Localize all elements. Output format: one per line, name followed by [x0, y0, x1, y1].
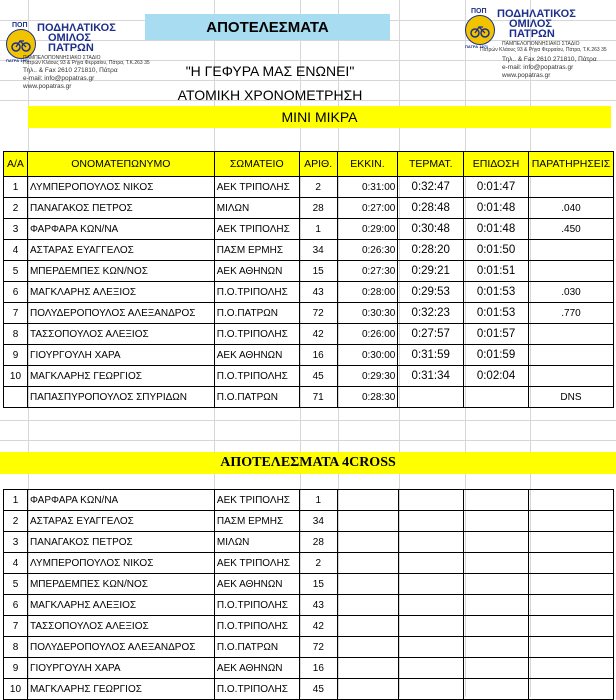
table-cell: 3 — [4, 532, 28, 553]
address-line2: Πατρών Κλάους 93 & Ρήγα Φερραίου, Πάτρα, Τ.Κ.263 35 — [23, 60, 150, 66]
table-cell: ΑΕΚ ΑΘΗΝΩΝ — [214, 658, 299, 679]
cross-table — [3, 489, 614, 700]
address-line1: ΠΑΜΠΕΛΟΠΟΝΝΗΣΙΑΚΟ ΣΤΑΔΙΟ — [502, 41, 580, 47]
club-name-line3: ΠΑΤΡΩΝ — [48, 42, 94, 54]
table-cell: 0:01:50 — [464, 240, 529, 261]
table-cell: 1 — [299, 490, 337, 511]
table-cell: 0:01:51 — [464, 261, 529, 282]
table-row — [4, 345, 614, 366]
table-cell: Π.Ο.ΤΡΙΠΟΛΗΣ — [214, 282, 299, 303]
table-cell — [529, 658, 614, 679]
table-cell: ΜΑΓΚΛΑΡΗΣ ΑΛΕΞΙΟΣ — [27, 595, 214, 616]
table-row — [4, 282, 614, 303]
address-line2: Πατρών Κλάους 93 & Ρήγα Φερραίου, Πάτρα, Τ.Κ.263 35 — [480, 47, 607, 53]
table-cell — [398, 490, 464, 511]
table-row — [4, 324, 614, 345]
table-cell: ΠΑΝΑΓΑΚΟΣ ΠΕΤΡΟΣ — [27, 532, 214, 553]
table-cell: ΦΑΡΦΑΡΑ ΚΩΝ/ΝΑ — [27, 219, 214, 240]
table-cell — [464, 553, 529, 574]
table-row — [4, 261, 614, 282]
table-cell: 16 — [299, 658, 337, 679]
event-title: "Η ΓΕΦΥΡΑ ΜΑΣ ΕΝΩΝΕΙ" — [185, 63, 355, 79]
table-cell: Π.Ο.ΠΑΤΡΩΝ — [214, 387, 299, 408]
table-cell: ΑΕΚ ΑΘΗΝΩΝ — [214, 574, 299, 595]
table-cell: 34 — [299, 511, 337, 532]
table-cell: 0:01:53 — [464, 282, 529, 303]
contact-phone: Τηλ.. & Fax 2610 271810, Πάτρα — [23, 67, 118, 74]
table-cell — [337, 637, 398, 658]
table-cell: 9 — [4, 345, 28, 366]
column-header: ΤΕΡΜΑΤ. — [398, 152, 464, 177]
table-cell: 6 — [4, 282, 28, 303]
table-cell: .450 — [528, 219, 613, 240]
table-cell — [528, 261, 613, 282]
club-name-line1: ΠΟΔΗΛΑΤΙΚΟΣ — [497, 8, 576, 20]
table-cell — [464, 387, 529, 408]
table-cell — [464, 679, 529, 700]
table-cell: 0:30:00 — [337, 345, 398, 366]
table-cell — [528, 324, 613, 345]
table-cell: 0:26:00 — [337, 324, 398, 345]
table-cell: 8 — [4, 637, 28, 658]
column-header: ΟΝΟΜΑΤΕΠΩΝΥΜΟ — [27, 152, 214, 177]
table-cell: 15 — [299, 261, 337, 282]
table-cell: ΑΕΚ ΤΡΙΠΟΛΗΣ — [214, 490, 299, 511]
table-cell: 8 — [4, 324, 28, 345]
table-row — [4, 532, 614, 553]
table-row — [4, 198, 614, 219]
table-cell: ΜΑΓΚΛΑΡΗΣ ΓΕΩΡΓΙΟΣ — [27, 366, 214, 387]
table-cell: ΠΟΛΥΔΕΡΟΠΟΥΛΟΣ ΑΛΕΞΑΝΔΡΟΣ — [27, 303, 214, 324]
table-cell — [4, 387, 28, 408]
table-cell — [398, 532, 464, 553]
table-cell — [529, 616, 614, 637]
address-line1: ΠΑΜΠΕΛΟΠΟΝΝΗΣΙΑΚΟ ΣΤΑΔΙΟ — [23, 55, 101, 61]
table-cell — [337, 679, 398, 700]
table-cell: ΜΠΕΡΔΕΜΠΕΣ ΚΩΝ/ΝΟΣ — [27, 261, 214, 282]
table-cell — [398, 595, 464, 616]
table-cell — [337, 532, 398, 553]
table-header-row — [4, 152, 614, 177]
table-cell — [337, 658, 398, 679]
table-cell: 4 — [4, 553, 28, 574]
table-cell: 2 — [299, 177, 337, 198]
table-cell: 0:30:30 — [337, 303, 398, 324]
column-header: Α/Α — [4, 152, 28, 177]
table-cell — [529, 595, 614, 616]
table-cell: 45 — [299, 366, 337, 387]
table-cell — [398, 511, 464, 532]
table-cell — [529, 679, 614, 700]
bicycle-logo-icon — [465, 15, 495, 45]
table-cell — [528, 240, 613, 261]
table-cell: 0:01:47 — [464, 177, 529, 198]
table-cell: Π.Ο.ΤΡΙΠΟΛΗΣ — [214, 324, 299, 345]
table-cell: 42 — [299, 324, 337, 345]
table-row — [4, 658, 614, 679]
logo-bottom-text: ΠΑΤΡΑ 1971 — [465, 44, 489, 49]
table-cell: ΓΙΟΥΡΓΟΥΛΗ ΧΑΡΑ — [27, 658, 214, 679]
table-cell: 43 — [299, 595, 337, 616]
table-cell: ΑΕΚ ΤΡΙΠΟΛΗΣ — [214, 219, 299, 240]
table-cell: 0:01:57 — [464, 324, 529, 345]
table-cell: 5 — [4, 261, 28, 282]
table-cell: ΠΑΣΜ ΕΡΜΗΣ — [214, 240, 299, 261]
table-cell: 2 — [4, 511, 28, 532]
table-cell: 0:29:21 — [398, 261, 464, 282]
table-cell: 0:30:48 — [398, 219, 464, 240]
table-cell: 0:31:00 — [337, 177, 398, 198]
table-cell — [464, 616, 529, 637]
table-cell: 6 — [4, 595, 28, 616]
table-cell: 1 — [4, 490, 28, 511]
table-cell: 0:29:53 — [398, 282, 464, 303]
table-cell — [337, 595, 398, 616]
table-cell: 0:26:30 — [337, 240, 398, 261]
table-row — [4, 177, 614, 198]
table-cell: 7 — [4, 616, 28, 637]
table-cell: ΜΠΕΡΔΕΜΠΕΣ ΚΩΝ/ΝΟΣ — [27, 574, 214, 595]
table-cell: 71 — [299, 387, 337, 408]
table-cell: Π.Ο.ΤΡΙΠΟΛΗΣ — [214, 366, 299, 387]
table-cell: 0:32:47 — [398, 177, 464, 198]
table-cell: 28 — [299, 198, 337, 219]
table-cell — [398, 658, 464, 679]
table-cell — [337, 574, 398, 595]
table-cell — [464, 490, 529, 511]
table-cell: Π.Ο.ΠΑΤΡΩΝ — [214, 637, 299, 658]
table-row — [4, 511, 614, 532]
table-cell: 0:28:48 — [398, 198, 464, 219]
contact-email: e-mail: info@popatras.gr — [23, 75, 95, 82]
table-row — [4, 616, 614, 637]
table-cell — [528, 177, 613, 198]
results-table — [3, 151, 614, 408]
table-cell — [529, 637, 614, 658]
table-cell: 1 — [299, 219, 337, 240]
table-cell: 0:28:30 — [337, 387, 398, 408]
table-cell: ΜΑΓΚΛΑΡΗΣ ΓΕΩΡΓΙΟΣ — [27, 679, 214, 700]
table-cell: ΠΟΛΥΔΕΡΟΠΟΥΛΟΣ ΑΛΕΞΑΝΔΡΟΣ — [27, 637, 214, 658]
table-row — [4, 387, 614, 408]
table-cell: 43 — [299, 282, 337, 303]
table-cell: 1 — [4, 177, 28, 198]
club-name-line2: ΟΜΙΛΟΣ — [509, 18, 552, 30]
contact-email: e-mail: info@popatras.gr — [502, 64, 574, 71]
column-header: ΑΡΙΘ. — [299, 152, 337, 177]
table-cell — [398, 553, 464, 574]
table-row — [4, 595, 614, 616]
table-cell: 10 — [4, 366, 28, 387]
table-cell: 0:02:04 — [464, 366, 529, 387]
table-cell: 0:32:23 — [398, 303, 464, 324]
table-cell — [398, 387, 464, 408]
table-cell — [529, 532, 614, 553]
table-cell: 0:28:00 — [337, 282, 398, 303]
table-row — [4, 240, 614, 261]
table-cell: 72 — [299, 303, 337, 324]
table-row — [4, 366, 614, 387]
event-type: ΑΤΟΜΙΚΗ ΧΡΟΝΟΜΕΤΡΗΣΗ — [177, 87, 363, 103]
table-cell — [337, 511, 398, 532]
category-banner: ΜΙΝΙ ΜΙΚΡΑ — [28, 106, 611, 128]
table-cell: 0:27:57 — [398, 324, 464, 345]
table-cell — [528, 366, 613, 387]
table-cell: .770 — [528, 303, 613, 324]
table-cell: ΑΕΚ ΑΘΗΝΩΝ — [214, 345, 299, 366]
cross-banner: ΑΠΟΤΕΛΕΣΜΑΤΑ 4CROSS — [0, 452, 616, 474]
table-cell: 0:01:48 — [464, 219, 529, 240]
table-cell: ΛΥΜΠΕΡΟΠΟΥΛΟΣ ΝΙΚΟΣ — [27, 177, 214, 198]
table-cell: ΦΑΡΦΑΡΑ ΚΩΝ/ΝΑ — [27, 490, 214, 511]
table-cell — [398, 637, 464, 658]
table-cell: 0:01:48 — [464, 198, 529, 219]
column-header: ΠΑΡΑΤΗΡΗΣΕΙΣ — [528, 152, 613, 177]
table-cell: ΤΑΣΣΟΠΟΥΛΟΣ ΑΛΕΞΙΟΣ — [27, 324, 214, 345]
table-cell: 0:01:53 — [464, 303, 529, 324]
table-cell — [529, 553, 614, 574]
table-cell: DNS — [528, 387, 613, 408]
table-cell: ΑΣΤΑΡΑΣ ΕΥΑΓΓΕΛΟΣ — [27, 240, 214, 261]
table-cell: 34 — [299, 240, 337, 261]
table-cell — [464, 532, 529, 553]
table-cell: ΑΕΚ ΤΡΙΠΟΛΗΣ — [214, 177, 299, 198]
table-cell: 15 — [299, 574, 337, 595]
table-row — [4, 637, 614, 658]
table-cell: 72 — [299, 637, 337, 658]
table-cell: ΜΑΓΚΛΑΡΗΣ ΑΛΕΞΙΟΣ — [27, 282, 214, 303]
club-name-line2: ΟΜΙΛΟΣ — [48, 32, 91, 44]
table-cell: ΠΑΠΑΣΠΥΡΟΠΟΥΛΟΣ ΣΠΥΡΙΔΩΝ — [27, 387, 214, 408]
table-cell — [398, 616, 464, 637]
column-header: ΕΠΙΔΟΣΗ — [464, 152, 529, 177]
contact-phone: Τηλ.. & Fax 2610 271810, Πάτρα — [502, 56, 597, 63]
table-cell: 5 — [4, 574, 28, 595]
table-cell: ΠΑΝΑΓΑΚΟΣ ΠΕΤΡΟΣ — [27, 198, 214, 219]
table-cell — [398, 679, 464, 700]
table-cell: 10 — [4, 679, 28, 700]
results-banner: ΑΠΟΤΕΛΕΣΜΑΤΑ — [145, 14, 390, 40]
column-header: ΣΩΜΑΤΕΙΟ — [214, 152, 299, 177]
club-name-line3: ΠΑΤΡΩΝ — [509, 28, 555, 40]
table-cell: 0:28:20 — [398, 240, 464, 261]
table-cell: ΠΑΣΜ ΕΡΜΗΣ — [214, 511, 299, 532]
table-cell: 42 — [299, 616, 337, 637]
table-cell — [529, 574, 614, 595]
table-cell: ΓΙΟΥΡΓΟΥΛΗ ΧΑΡΑ — [27, 345, 214, 366]
table-cell: ΑΕΚ ΑΘΗΝΩΝ — [214, 261, 299, 282]
table-cell: 3 — [4, 219, 28, 240]
table-cell: 28 — [299, 532, 337, 553]
table-cell: ΑΣΤΑΡΑΣ ΕΥΑΓΓΕΛΟΣ — [27, 511, 214, 532]
table-row — [4, 219, 614, 240]
contact-web: www.popatras.gr — [23, 83, 72, 90]
club-name-line1: ΠΟΔΗΛΑΤΙΚΟΣ — [37, 22, 116, 34]
table-row — [4, 553, 614, 574]
table-cell — [464, 574, 529, 595]
table-cell — [337, 616, 398, 637]
table-cell — [529, 490, 614, 511]
logo-top-text: ΠΟΠ — [471, 8, 487, 15]
table-cell: 2 — [4, 198, 28, 219]
table-row — [4, 574, 614, 595]
table-row — [4, 679, 614, 700]
table-cell: 16 — [299, 345, 337, 366]
table-cell: 7 — [4, 303, 28, 324]
table-cell: 0:31:59 — [398, 345, 464, 366]
table-cell — [337, 553, 398, 574]
table-cell: 9 — [4, 658, 28, 679]
table-cell: ΑΕΚ ΤΡΙΠΟΛΗΣ — [214, 553, 299, 574]
table-cell — [464, 637, 529, 658]
table-cell: ΜΙΛΩΝ — [214, 532, 299, 553]
table-cell: Π.Ο.ΤΡΙΠΟΛΗΣ — [214, 595, 299, 616]
table-cell — [464, 511, 529, 532]
table-cell: 0:27:00 — [337, 198, 398, 219]
table-row — [4, 490, 614, 511]
table-row — [4, 303, 614, 324]
column-header: ΕΚΚΙΝ. — [337, 152, 398, 177]
table-cell: 45 — [299, 679, 337, 700]
table-cell: 0:01:59 — [464, 345, 529, 366]
table-cell: .030 — [528, 282, 613, 303]
table-cell: Π.Ο.ΤΡΙΠΟΛΗΣ — [214, 679, 299, 700]
logo-top-text: ΠΟΠ — [12, 22, 28, 29]
logo-bottom-text: ΠΑΤΡΑ 1971 — [6, 58, 30, 63]
table-cell — [464, 595, 529, 616]
table-cell — [529, 511, 614, 532]
table-cell: ΛΥΜΠΕΡΟΠΟΥΛΟΣ ΝΙΚΟΣ — [27, 553, 214, 574]
table-cell — [398, 574, 464, 595]
table-cell: ΤΑΣΣΟΠΟΥΛΟΣ ΑΛΕΞΙΟΣ — [27, 616, 214, 637]
table-cell: Π.Ο.ΠΑΤΡΩΝ — [214, 303, 299, 324]
table-cell — [337, 490, 398, 511]
table-cell: 0:31:34 — [398, 366, 464, 387]
table-cell: 2 — [299, 553, 337, 574]
table-cell: 0:29:00 — [337, 219, 398, 240]
table-cell: Π.Ο.ΤΡΙΠΟΛΗΣ — [214, 616, 299, 637]
contact-web: www.popatras.gr — [502, 72, 551, 79]
table-cell: .040 — [528, 198, 613, 219]
table-cell: ΜΙΛΩΝ — [214, 198, 299, 219]
table-cell: 4 — [4, 240, 28, 261]
table-cell: 0:27:30 — [337, 261, 398, 282]
table-cell — [464, 658, 529, 679]
table-cell: 0:29:30 — [337, 366, 398, 387]
table-cell — [528, 345, 613, 366]
